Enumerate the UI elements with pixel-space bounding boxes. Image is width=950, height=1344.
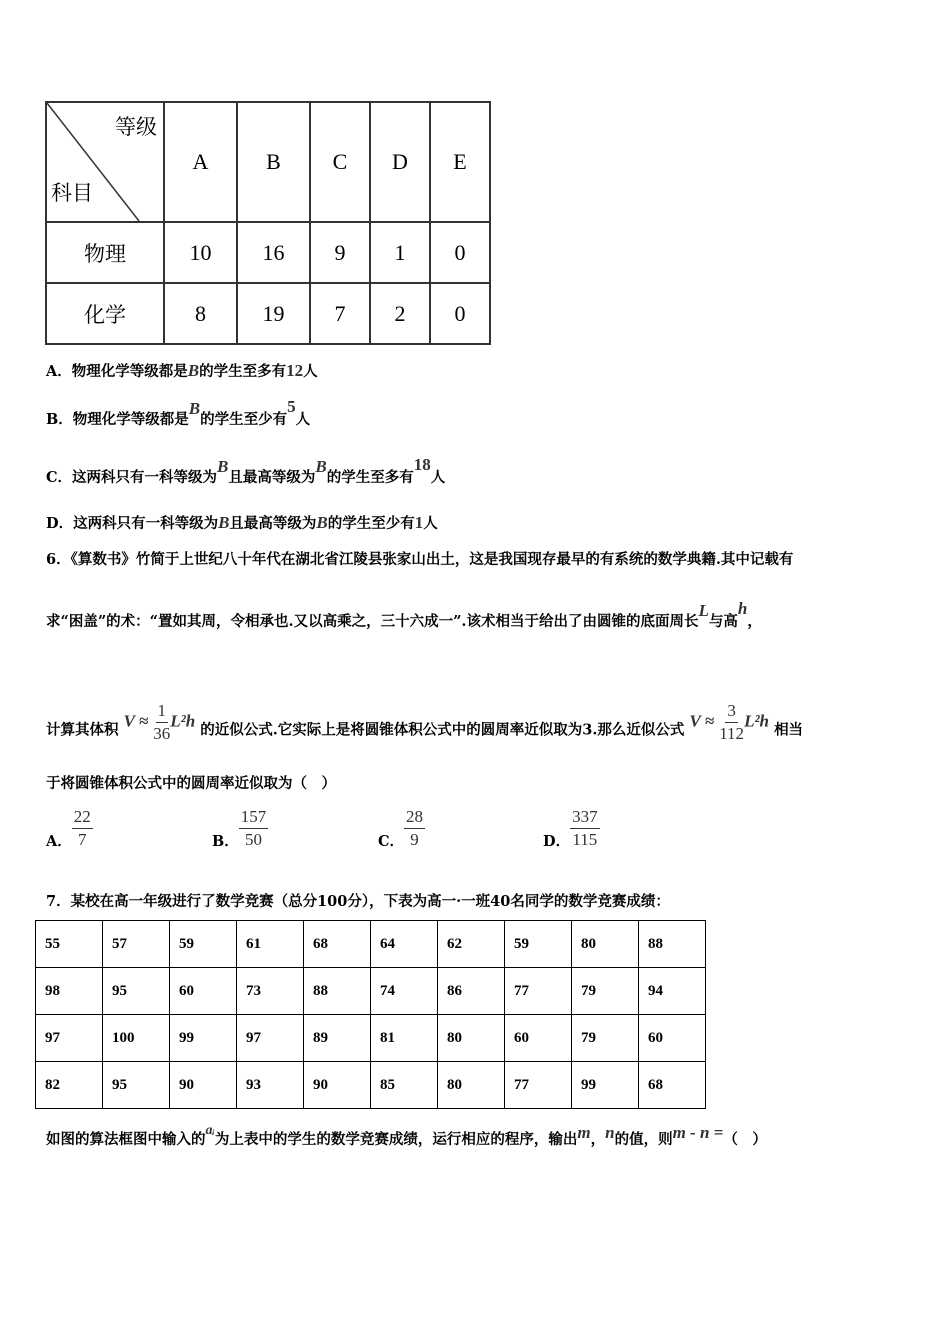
table-cell: 8 (164, 283, 237, 344)
math-number: 1 (414, 513, 424, 532)
table-row (36, 921, 706, 968)
math-variable: B (316, 513, 328, 532)
option-label: C． (378, 833, 405, 851)
score-cell: 97 (36, 1015, 103, 1062)
option-label: D． (543, 833, 571, 851)
q7-text: 为上表中的学生的数学竞赛成绩，运行相应的程序，输出 (214, 1131, 578, 1148)
subject-cell: 物理 (46, 222, 164, 283)
q7-text: 的值，则 (614, 1131, 673, 1148)
score-cell: 68 (304, 921, 371, 968)
denominator: 115 (572, 829, 598, 849)
numerator: 22 (72, 808, 93, 829)
score-cell: 85 (371, 1062, 438, 1109)
score-cell: 81 (371, 1015, 438, 1062)
score-cell: 80 (438, 1062, 505, 1109)
grade-table-corner (46, 102, 164, 222)
q7-text: 如图的算法框图中输入的 (46, 1131, 206, 1148)
option-label: B． (46, 411, 73, 428)
score-cell: 100 (103, 1015, 170, 1062)
option-text: 这两科只有一科等级为 (73, 515, 219, 532)
score-cell: 80 (572, 921, 639, 968)
score-cell: 60 (505, 1015, 572, 1062)
math-variable: B (188, 399, 201, 418)
option-text: 物理化学等级都是 (72, 411, 189, 428)
fraction (153, 702, 170, 743)
option-text: 物理化学等级都是 (71, 363, 188, 380)
score-cell: 80 (438, 1015, 505, 1062)
score-cell: 90 (170, 1062, 237, 1109)
q5-option-b (46, 397, 311, 429)
q5-option-d (46, 512, 438, 533)
denominator: 36 (153, 723, 171, 743)
score-cell: 60 (639, 1015, 706, 1062)
score-cell: 77 (505, 968, 572, 1015)
math-variable: B (218, 513, 230, 532)
denominator: 50 (245, 829, 263, 849)
math-variable: B (187, 361, 200, 380)
option-text: 人 (430, 469, 446, 486)
score-cell: 59 (170, 921, 237, 968)
q6-line-2 (46, 599, 762, 631)
option-text: 人 (303, 363, 318, 380)
score-cell: 68 (639, 1062, 706, 1109)
score-cell: 64 (371, 921, 438, 968)
option-text: 且最高等级为 (228, 469, 316, 486)
score-cell: 73 (237, 968, 304, 1015)
score-cell: 90 (304, 1062, 371, 1109)
score-cell: 94 (639, 968, 706, 1015)
table-cell: 16 (237, 222, 310, 283)
table-cell: 10 (164, 222, 237, 283)
q6-line-3 (46, 701, 804, 751)
score-cell: 97 (237, 1015, 304, 1062)
fraction (719, 702, 744, 743)
grade-table (45, 101, 491, 345)
score-cell: 55 (36, 921, 103, 968)
fraction (570, 808, 600, 849)
denominator: 9 (410, 829, 419, 849)
score-cell: 99 (170, 1015, 237, 1062)
q6-text: ， (747, 613, 762, 630)
numerator: 28 (404, 808, 425, 829)
option-text: 且最高等级为 (229, 515, 317, 532)
table-row (36, 1015, 706, 1062)
grade-header: D (370, 102, 430, 222)
table-cell: 9 (310, 222, 370, 283)
score-cell: 89 (304, 1015, 371, 1062)
score-cell: 77 (505, 1062, 572, 1109)
math-number: 18 (413, 455, 431, 474)
grade-header: B (237, 102, 310, 222)
option-text: 的学生至少有 (200, 411, 288, 428)
score-cell: 95 (103, 968, 170, 1015)
formula-tail: L²h (744, 711, 769, 731)
q6-option-b (212, 808, 268, 849)
q6-option-c (378, 808, 425, 849)
option-label: D． (46, 515, 74, 532)
fraction (404, 808, 425, 849)
subject-cell: 化学 (46, 283, 164, 344)
numerator: 337 (570, 808, 600, 829)
formula-lhs: V ≈ (689, 711, 715, 731)
option-text: 的学生至多有 (326, 469, 414, 486)
option-text: 的学生至少有 (327, 515, 415, 532)
table-cell: 7 (310, 283, 370, 344)
option-label: C． (46, 469, 73, 486)
formula-1 (124, 702, 196, 743)
table-cell: 1 (370, 222, 430, 283)
score-cell: 79 (572, 968, 639, 1015)
formula-lhs: V ≈ (123, 711, 149, 731)
math-expression: m - n = (672, 1123, 724, 1142)
denominator: 112 (719, 723, 745, 743)
q7-intro: 7．某校在高一年级进行了数学竞赛（总分100分），下表为高一·一班40名同学的数学竞赛成绩： (46, 893, 670, 910)
q6-text: 的近似公式.它实际上是将圆锥体积公式中的圆周率近似取为3.那么近似公式 (200, 721, 685, 739)
q7-text: （ ） (723, 1131, 767, 1148)
grade-header: A (164, 102, 237, 222)
score-cell: 57 (103, 921, 170, 968)
numerator: 157 (239, 808, 269, 829)
header-grade-label: 等级 (115, 115, 157, 139)
fraction (239, 808, 269, 849)
q6-text: 与高 (708, 613, 738, 630)
q7-question (46, 1123, 767, 1149)
grade-header: E (430, 102, 490, 222)
score-table (35, 920, 706, 1109)
score-cell: 79 (572, 1015, 639, 1062)
option-label: A． (46, 363, 72, 380)
q5-option-c (46, 455, 446, 487)
header-subject-label: 科目 (51, 181, 93, 205)
numerator: 1 (156, 702, 169, 723)
option-label: B． (212, 833, 239, 851)
score-cell: 99 (572, 1062, 639, 1109)
q7-text: ， (590, 1131, 606, 1148)
score-cell: 82 (36, 1062, 103, 1109)
math-variable: n (605, 1123, 615, 1142)
score-cell: 95 (103, 1062, 170, 1109)
option-text: 人 (295, 411, 311, 428)
option-text: 的学生至多有 (199, 363, 287, 380)
score-cell: 93 (237, 1062, 304, 1109)
q6-text: 计算其体积 (46, 721, 119, 739)
math-number: 5 (287, 397, 296, 416)
table-cell: 0 (430, 283, 490, 344)
q6-line-1: 6．《算数书》竹简于上世纪八十年代在湖北省江陵县张家山出土，这是我国现存最早的有系统的数学典籍.其中记载有 (46, 551, 794, 568)
numerator: 3 (725, 702, 738, 723)
fraction (72, 808, 93, 849)
option-label: A． (46, 833, 72, 851)
denominator: 7 (78, 829, 87, 849)
score-cell: 98 (36, 968, 103, 1015)
table-row (36, 1062, 706, 1109)
math-variable: B (315, 457, 327, 476)
score-cell: 88 (304, 968, 371, 1015)
score-cell: 59 (505, 921, 572, 968)
table-cell: 2 (370, 283, 430, 344)
q6-option-d (543, 808, 600, 849)
math-number: 12 (286, 361, 304, 380)
q6-line-4: 于将圆锥体积公式中的圆周率近似取为（ ） (46, 775, 336, 792)
table-cell: 19 (237, 283, 310, 344)
formula-tail: L²h (170, 711, 196, 731)
grade-header: C (310, 102, 370, 222)
table-row (46, 283, 490, 344)
option-text: 人 (423, 515, 438, 532)
score-cell: 61 (237, 921, 304, 968)
table-row (36, 968, 706, 1015)
formula-2 (690, 702, 770, 743)
q5-option-a (46, 360, 318, 381)
math-variable: B (217, 457, 229, 476)
score-cell: 60 (170, 968, 237, 1015)
q6-option-a (46, 808, 93, 849)
q6-text: 求“困盖”的术：“置如其周，令相承也.又以高乘之，三十六成一”.该术相当于给出了由圆锥的底面周长 (46, 613, 699, 630)
score-cell: 74 (371, 968, 438, 1015)
q6-text: 相当 (774, 721, 804, 739)
score-cell: 86 (438, 968, 505, 1015)
math-variable: aᵢ (205, 1123, 215, 1138)
table-row (46, 222, 490, 283)
score-cell: 62 (438, 921, 505, 968)
table-cell: 0 (430, 222, 490, 283)
option-text: 这两科只有一科等级为 (72, 469, 218, 486)
score-cell: 88 (639, 921, 706, 968)
math-variable: h (737, 599, 748, 618)
math-variable: L (698, 601, 709, 620)
math-variable: m (577, 1123, 591, 1142)
